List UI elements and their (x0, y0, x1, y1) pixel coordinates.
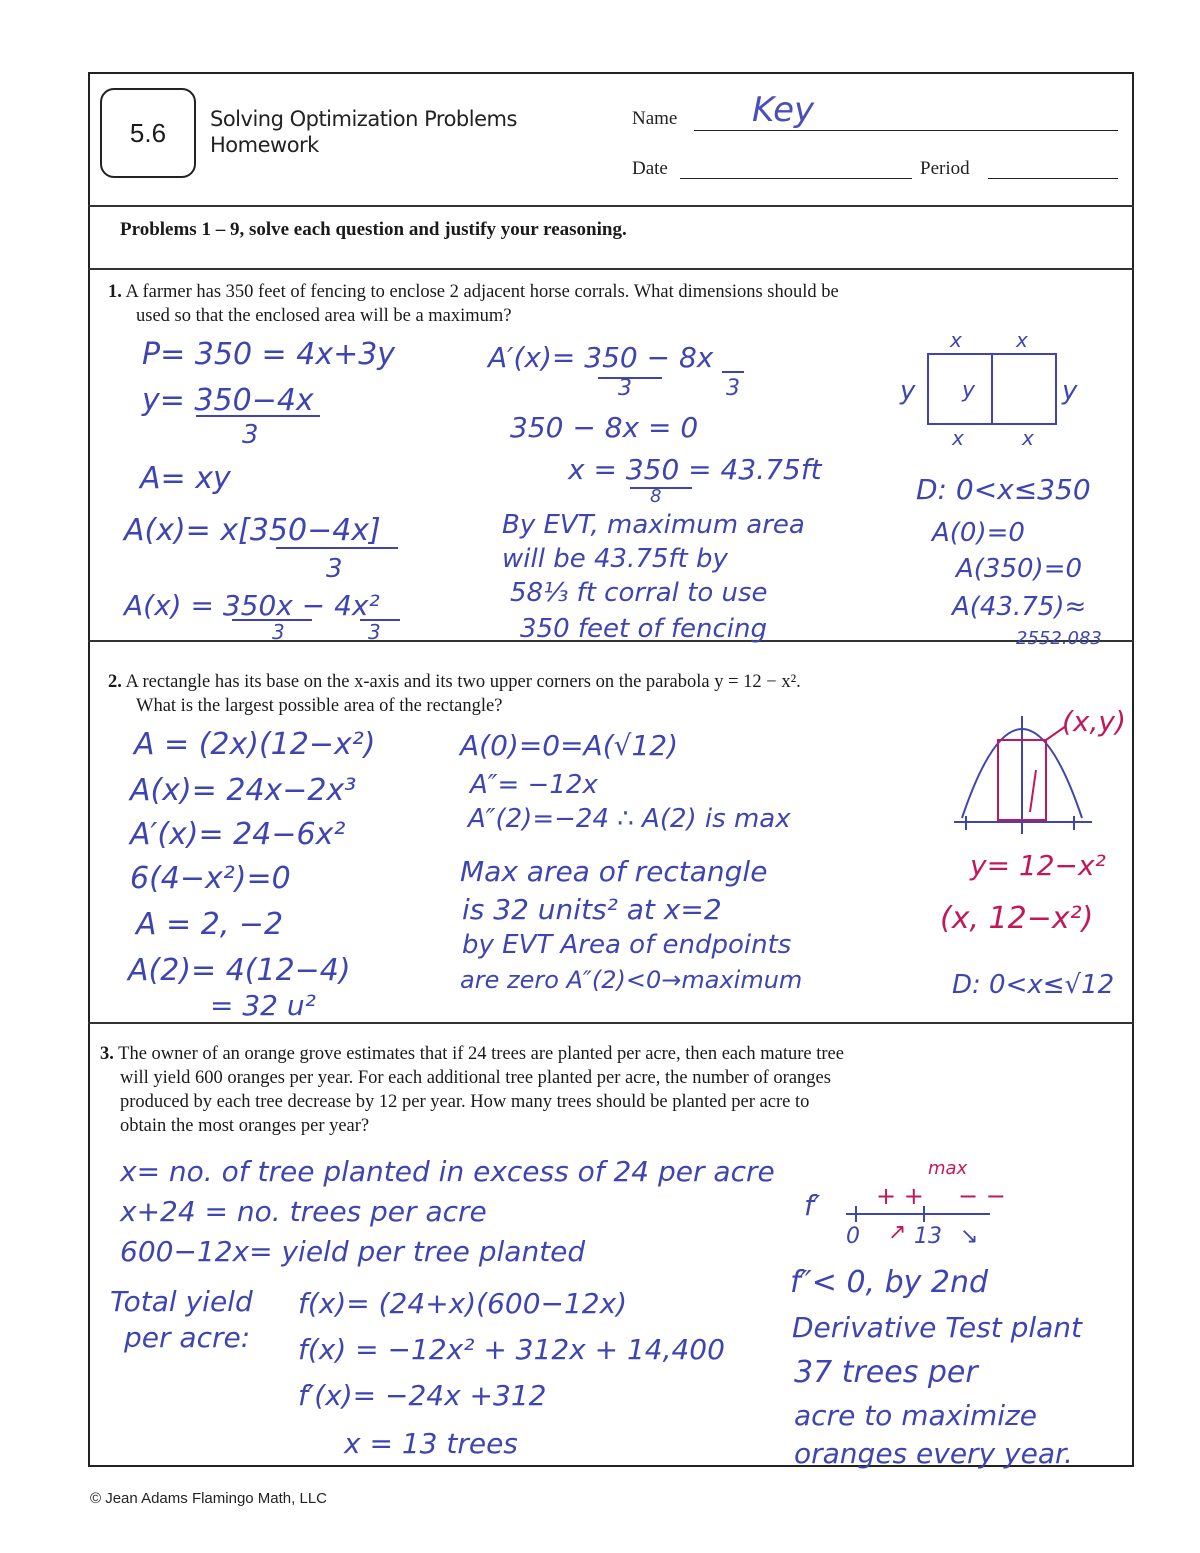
lesson-number-box (100, 88, 196, 178)
worksheet-title (210, 106, 517, 158)
period-label: Period (920, 158, 970, 179)
copyright-footer: © Jean Adams Flamingo Math, LLC (90, 1490, 327, 1507)
problem-number: 1. (108, 282, 122, 302)
problem-1-text: 1. A farmer has 350 feet of fencing to enclose 2 adjacent horse corrals. What dimensions should be used so that the enclosed area will be a maximum? (108, 282, 839, 326)
name-label: Name (632, 108, 678, 129)
problem-2-text: 2. A rectangle has its base on the x-axis and its two upper corners on the parabola y = 12 − x². What is the largest possible area of the rectangle? (108, 672, 801, 716)
title-line-1: Solving Optimization Problems (210, 107, 517, 131)
problem2-divider (88, 1022, 1134, 1024)
period-underline (988, 178, 1118, 179)
date-underline (680, 178, 912, 179)
lesson-number: 5.6 (129, 117, 167, 148)
date-label: Date (632, 158, 668, 179)
instructions-divider (88, 268, 1134, 270)
title-line-2: Homework (210, 133, 319, 157)
name-underline (694, 130, 1118, 131)
problem-3-text: 3. The owner of an orange grove estimates that if 24 trees are planted per acre, then each mature tree will yield 600 oranges per year. For each additional tree planted per acre, the number of oranges produced by each tree decrease by 12 per year. How many trees should be planted per acre to obtain the most oranges per year? (100, 1044, 844, 1136)
instructions: Problems 1 – 9, solve each question and justify your reasoning. (120, 219, 627, 240)
problem-number: 2. (108, 672, 122, 692)
problem-number: 3. (100, 1044, 114, 1064)
name-value: Key (752, 90, 815, 130)
header-divider (88, 205, 1134, 207)
